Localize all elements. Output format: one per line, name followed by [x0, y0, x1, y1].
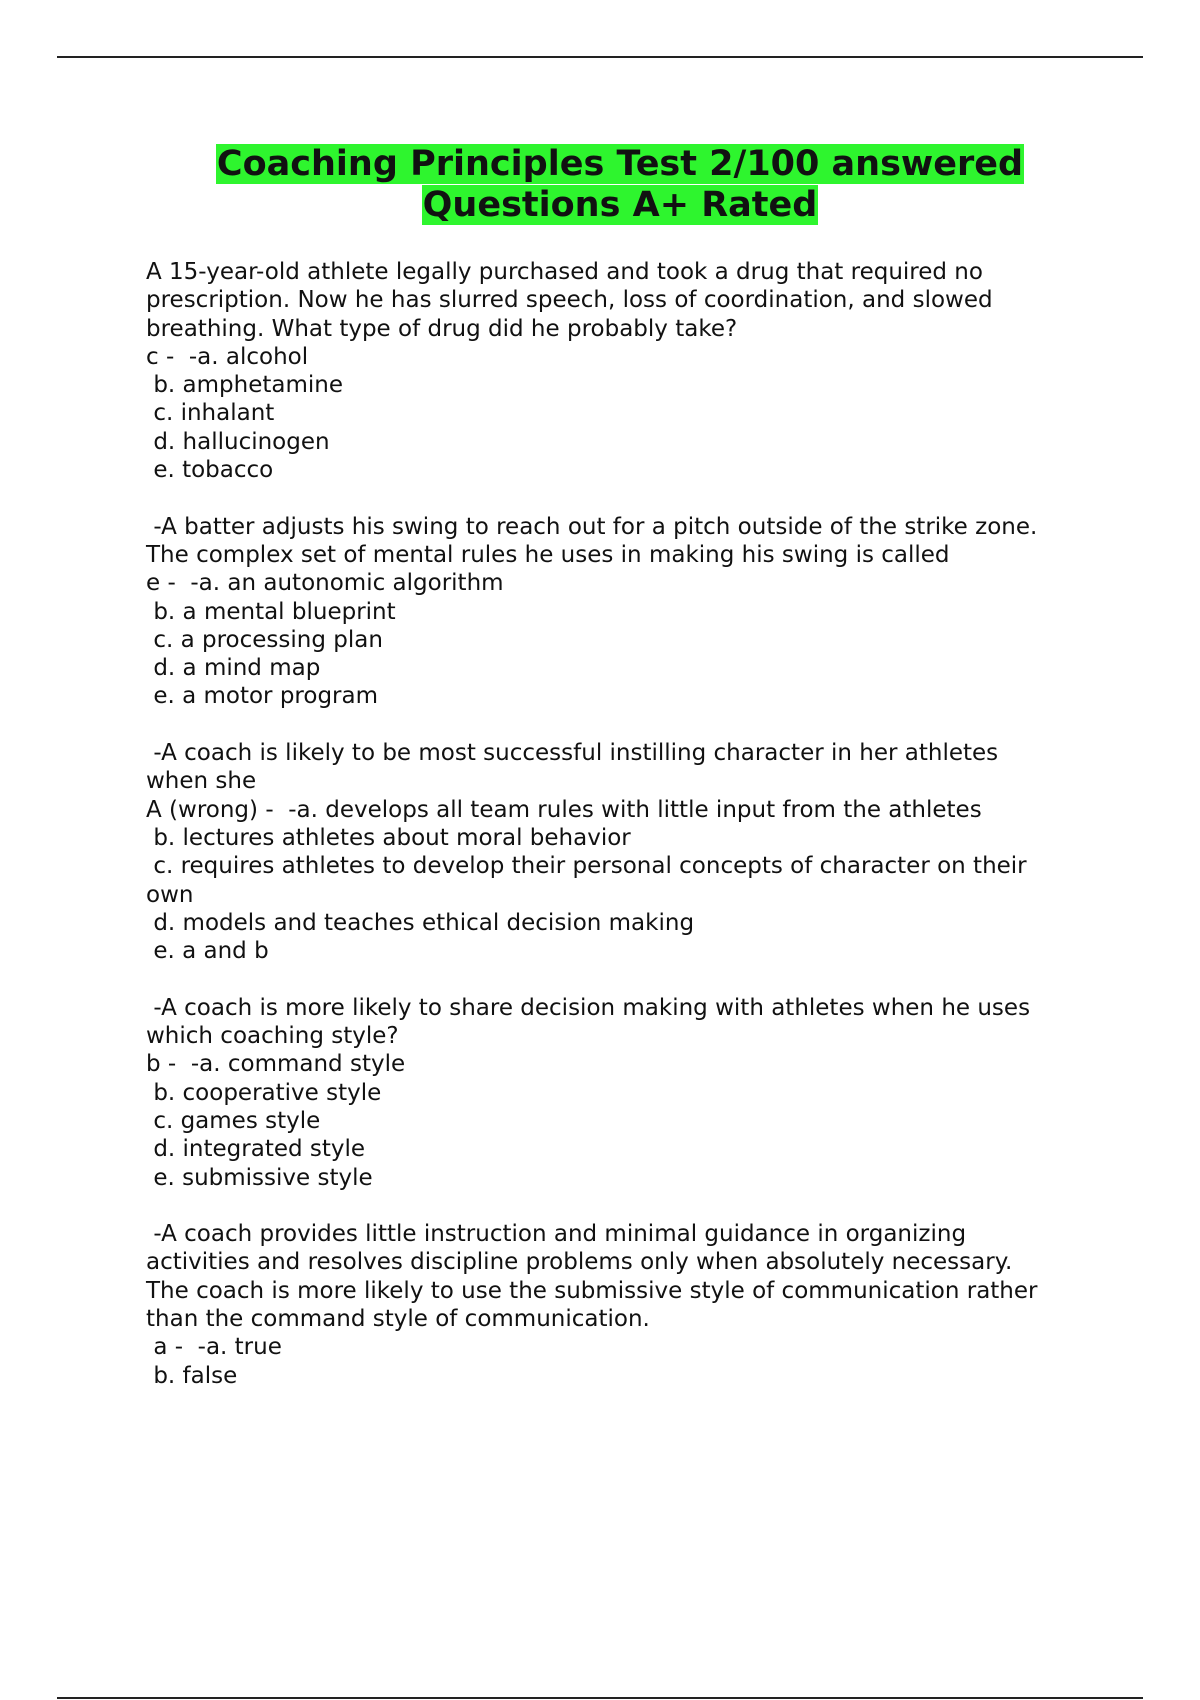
question-block [146, 739, 1106, 965]
header-rule [57, 56, 1143, 58]
document-title [140, 144, 1100, 226]
question-line: when she [146, 768, 257, 795]
question-line: e. tobacco [146, 457, 274, 484]
question-line: than the command style of communication. [146, 1305, 650, 1332]
question-line: c. a processing plan [146, 626, 383, 653]
question-line: e. a and b [146, 938, 269, 965]
title-line-2: Questions A+ Rated [422, 185, 818, 225]
title-line-1: Coaching Principles Test 2/100 answered [216, 144, 1024, 184]
question-line: c. games style [146, 1107, 321, 1134]
question-line: A 15-year-old athlete legally purchased and took a drug that required no [146, 259, 983, 285]
question-line: b - -a. command style [146, 1051, 406, 1078]
question-block [146, 258, 1106, 484]
question-line: b. cooperative style [146, 1079, 382, 1106]
question-line: The coach is more likely to use the submissive style of communication rather [146, 1277, 1038, 1304]
question-line: which coaching style? [146, 1023, 399, 1050]
question-line: b. false [146, 1362, 238, 1389]
question-line: e. a motor program [146, 683, 379, 710]
question-line: d. models and teaches ethical decision making [146, 909, 695, 936]
question-line: c. requires athletes to develop their personal concepts of character on their [146, 853, 1027, 880]
question-line: c. inhalant [146, 400, 275, 427]
question-line: prescription. Now he has slurred speech, loss of coordination, and slowed [146, 287, 993, 314]
question-line: b. a mental blueprint [146, 598, 396, 625]
question-line: -A batter adjusts his swing to reach out for a pitch outside of the strike zone. [146, 513, 1038, 540]
footer-rule [57, 1697, 1143, 1699]
question-line: b. lectures athletes about moral behavior [146, 824, 631, 851]
question-line: -A coach is likely to be most successful instilling character in her athletes [146, 740, 999, 767]
question-line: a - -a. true [146, 1334, 282, 1361]
question-line: -A coach is more likely to share decision making with athletes when he uses [146, 994, 1031, 1021]
question-line: own [146, 881, 194, 908]
question-line: e - -a. an autonomic algorithm [146, 570, 504, 597]
question-line: A (wrong) - -a. develops all team rules with little input from the athletes [146, 796, 982, 823]
question-list [146, 258, 1106, 1418]
question-line: -A coach provides little instruction and minimal guidance in organizing [146, 1221, 967, 1248]
question-line: activities and resolves discipline problems only when absolutely necessary. [146, 1249, 1013, 1276]
question-line: d. hallucinogen [146, 428, 330, 455]
question-line: d. a mind map [146, 655, 321, 682]
question-line: c - -a. alcohol [146, 343, 309, 370]
question-line: The complex set of mental rules he uses in making his swing is called [146, 541, 950, 568]
question-block [146, 994, 1106, 1192]
question-line: b. amphetamine [146, 372, 343, 399]
question-line: breathing. What type of drug did he probably take? [146, 315, 738, 342]
question-block [146, 1220, 1106, 1390]
question-line: d. integrated style [146, 1136, 366, 1163]
question-line: e. submissive style [146, 1164, 373, 1191]
question-block [146, 513, 1106, 711]
